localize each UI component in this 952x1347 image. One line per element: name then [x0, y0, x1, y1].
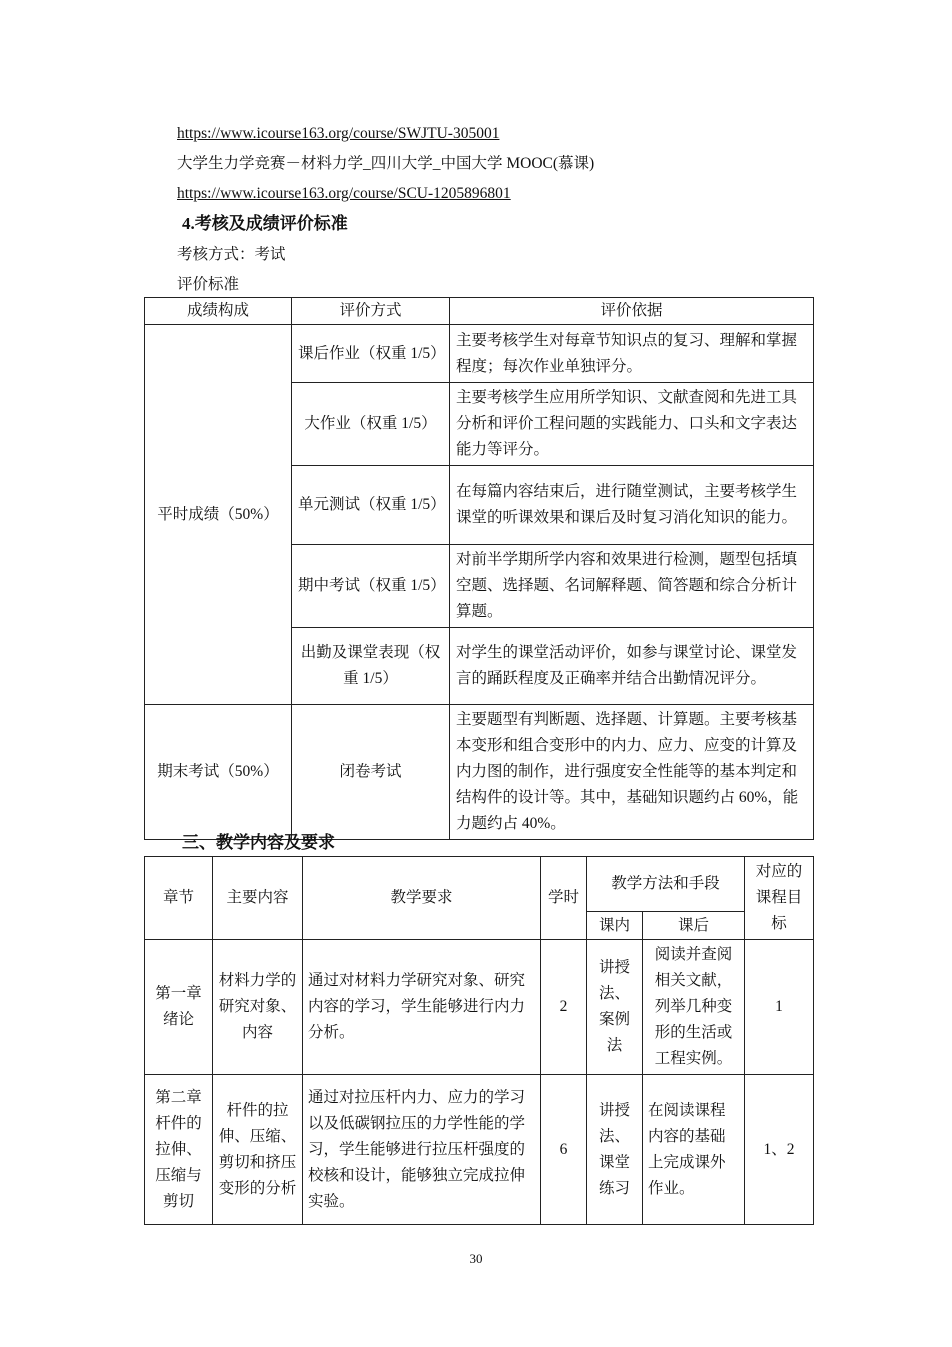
table-row [145, 325, 814, 383]
hours-cell: 2 [541, 940, 587, 1075]
goal-cell: 1 [745, 940, 814, 1075]
header-cell: 评价方式 [292, 298, 450, 325]
requirement-cell: 通过对拉压杆内力、应力的学习以及低碳钢拉压的力学性能的学习，学生能够进行拉压杆强度的校核和设计，能够独立完成拉伸实验。 [303, 1075, 541, 1225]
basis-cell: 在每篇内容结束后，进行随堂测试，主要考核学生课堂的听课效果和课后及时复习消化知识的能力。 [450, 466, 814, 545]
header-after-class: 课后 [643, 912, 745, 940]
method-cell: 闭卷考试 [292, 705, 450, 840]
after-class-cell: 阅读并查阅相关文献，列举几种变形的生活或工程实例。 [643, 940, 745, 1075]
method-cell: 课后作业（权重 1/5） [292, 325, 450, 383]
header-in-class: 课内 [587, 912, 643, 940]
header-hours: 学时 [541, 857, 587, 940]
table-row [145, 940, 814, 1075]
group-cell-regular: 平时成绩（50%） [145, 325, 292, 705]
basis-cell: 主要考核学生对每章节知识点的复习、理解和掌握程度；每次作业单独评分。 [450, 325, 814, 383]
reference-link-swjtu[interactable]: https://www.icourse163.org/course/SWJTU-305001 [177, 125, 500, 142]
chapter-cell: 第一章绪论 [145, 940, 213, 1075]
in-class-cell: 讲授法、案例法 [587, 940, 643, 1075]
header-requirements: 教学要求 [303, 857, 541, 940]
method-cell: 期中考试（权重 1/5） [292, 545, 450, 628]
header-content: 主要内容 [213, 857, 303, 940]
page-number: 30 [469, 1251, 483, 1266]
method-cell: 出勤及课堂表现（权重 1/5） [292, 628, 450, 705]
method-cell: 单元测试（权重 1/5） [292, 466, 450, 545]
in-class-cell: 讲授法、课堂练习 [587, 1075, 643, 1225]
after-class-cell: 在阅读课程内容的基础上完成课外作业。 [643, 1075, 745, 1225]
method-cell: 大作业（权重 1/5） [292, 383, 450, 466]
criteria-label: 评价标准 [177, 276, 240, 293]
reference-link-scu[interactable]: https://www.icourse163.org/course/SCU-1205896801 [177, 185, 511, 202]
content-cell: 杆件的拉伸、压缩、剪切和挤压变形的分析 [213, 1075, 303, 1225]
chapter-cell: 第二章杆件的拉伸、压缩与剪切 [145, 1075, 213, 1225]
header-methods: 教学方法和手段 [587, 857, 745, 912]
requirement-cell: 通过对材料力学研究对象、研究内容的学习，学生能够进行内力分析。 [303, 940, 541, 1075]
table-header-row [145, 298, 814, 325]
section-heading-content: 三、教学内容及要求 [182, 833, 335, 852]
table-row [145, 1075, 814, 1225]
table-header-row [145, 857, 814, 912]
table-row [145, 705, 814, 840]
basis-cell: 对前半学期所学内容和效果进行检测，题型包括填空题、选择题、名词解释题、简答题和综合分析计算题。 [450, 545, 814, 628]
basis-cell: 主要考核学生应用所学知识、文献查阅和先进工具分析和评价工程问题的实践能力、口头和文字表达能力等评分。 [450, 383, 814, 466]
assessment-method-text: 考核方式：考试 [177, 246, 286, 263]
assessment-table [144, 297, 814, 840]
header-goal: 对应的课程目标 [745, 857, 814, 940]
content-table [144, 856, 814, 1225]
header-cell: 成绩构成 [145, 298, 292, 325]
hours-cell: 6 [541, 1075, 587, 1225]
goal-cell: 1、2 [745, 1075, 814, 1225]
header-cell: 评价依据 [450, 298, 814, 325]
group-cell-final: 期末考试（50%） [145, 705, 292, 840]
reference-title-scu: 大学生力学竞赛－材料力学_四川大学_中国大学 MOOC(慕课) [177, 155, 595, 172]
content-cell: 材料力学的研究对象、内容 [213, 940, 303, 1075]
basis-cell: 对学生的课堂活动评价，如参与课堂讨论、课堂发言的踊跃程度及正确率并结合出勤情况评分。 [450, 628, 814, 705]
basis-cell: 主要题型有判断题、选择题、计算题。主要考核基本变形和组合变形中的内力、应力、应变的计算及内力图的制作，进行强度安全性能等的基本判定和结构件的设计等。其中，基础知识题约占 60%，能力题约占 40%。 [450, 705, 814, 840]
section-heading-assessment: 4.考核及成绩评价标准 [182, 214, 348, 233]
header-chapter: 章节 [145, 857, 213, 940]
